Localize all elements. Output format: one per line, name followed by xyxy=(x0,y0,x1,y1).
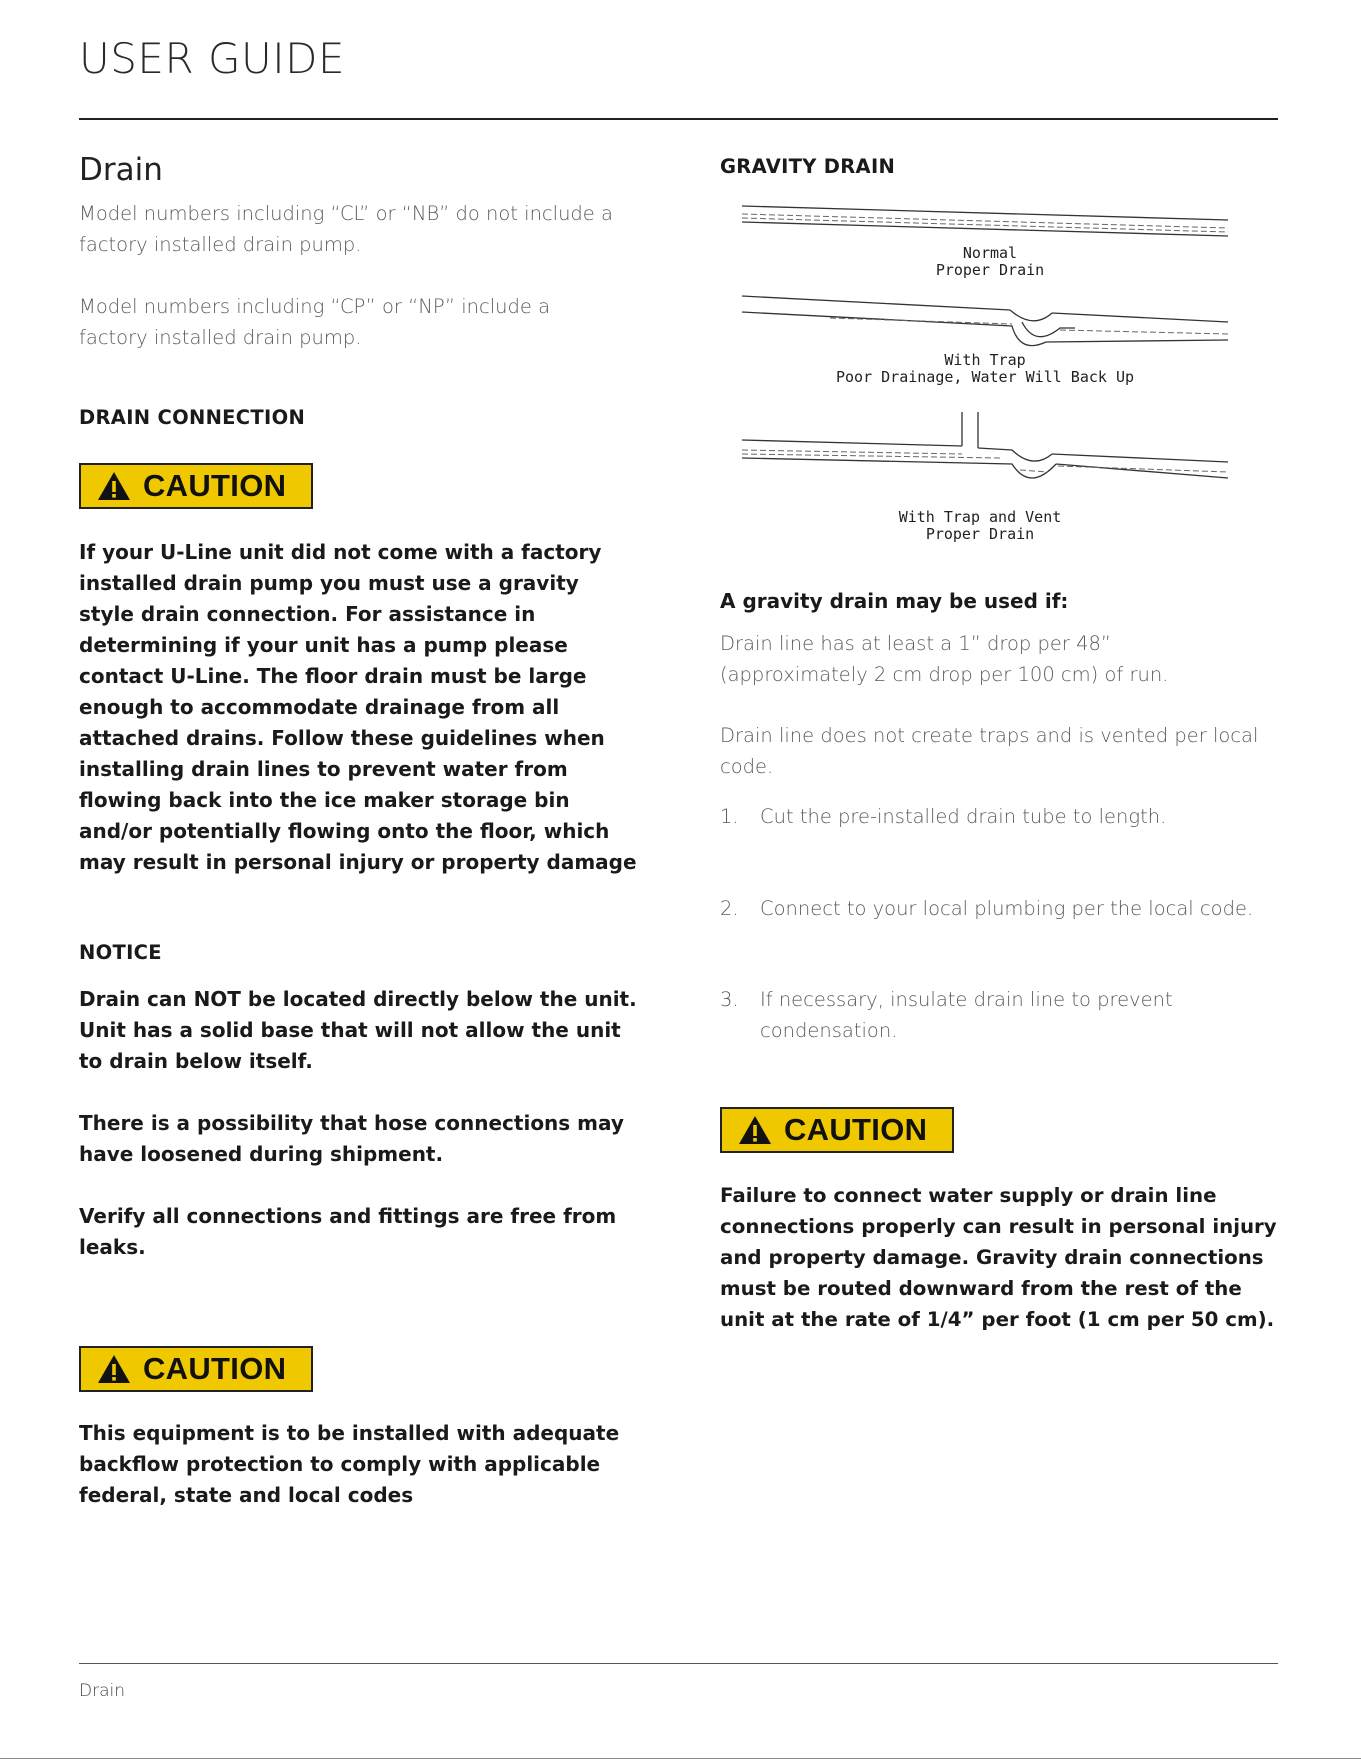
caution-label: CAUTION xyxy=(784,1112,928,1147)
footer-rule xyxy=(79,1663,1278,1664)
step-text: Connect to your local plumbing per the local code. xyxy=(760,897,1254,920)
figure-label-trap-vent xyxy=(840,509,1120,543)
notice-paragraph-1: Drain can NOT be located directly below the unit. Unit has a solid base that will not allow the unit to drain below itself. xyxy=(79,987,637,1073)
caution-badge-1 xyxy=(79,463,313,509)
caution-label: CAUTION xyxy=(143,468,287,503)
warning-triangle-icon xyxy=(738,1115,772,1145)
caution-label: CAUTION xyxy=(143,1351,287,1386)
notice-paragraph-3: Verify all connections and fittings are free from leaks. xyxy=(79,1204,617,1259)
gravity-drain-figure xyxy=(730,200,1240,550)
figure-label-line: Proper Drain xyxy=(925,525,1035,543)
step-number: 2. xyxy=(720,897,739,920)
figure-label-line: Poor Drainage, Water Will Back Up xyxy=(835,368,1134,386)
step-2 xyxy=(720,893,1260,924)
step-number: 1. xyxy=(720,805,739,828)
warning-triangle-icon xyxy=(97,1354,131,1384)
caution-badge-3 xyxy=(720,1107,954,1153)
notice-paragraph-2: There is a possibility that hose connections may have loosened during shipment. xyxy=(79,1111,624,1166)
drain-connection-heading: DRAIN CONNECTION xyxy=(79,406,306,429)
caution-1-text: If your U-Line unit did not come with a factory installed drain pump you must use a gravity style drain connection. For assistance in determining if your unit has a pump please contact U-Line. The floor drain must be large enough to accommodate drainage from all attached drains. Follow these guidelines when installing drain lines to prevent water from flowing back into the ice maker storage bin and/or potentially flowing onto the floor, which may result in personal injury or property damage xyxy=(79,540,637,874)
header-rule xyxy=(79,118,1278,120)
section-title: Drain xyxy=(79,152,163,188)
condition-2: Drain line does not create traps and is vented per local code. xyxy=(720,724,1259,778)
step-text: If necessary, insulate drain line to prevent condensation. xyxy=(760,988,1173,1042)
footer-text: Drain xyxy=(79,1681,125,1701)
gravity-drain-heading: GRAVITY DRAIN xyxy=(720,155,896,178)
notice-heading: NOTICE xyxy=(79,941,162,964)
warning-triangle-icon xyxy=(97,471,131,501)
page-header-title: USER GUIDE xyxy=(79,34,346,83)
figure-label-line: With Trap xyxy=(944,351,1026,369)
step-text: Cut the pre-installed drain tube to length. xyxy=(760,805,1167,828)
figure-label-line: Normal xyxy=(962,244,1018,262)
condition-1: Drain line has at least a 1” drop per 48” (approximately 2 cm drop per 100 cm) of run. xyxy=(720,632,1169,686)
intro-paragraph-2: Model numbers including “CP” or “NP” include a factory installed drain pump. xyxy=(79,295,551,349)
figure-label-line: With Trap and Vent xyxy=(898,508,1062,526)
figure-label-line: Proper Drain xyxy=(935,261,1045,279)
intro-paragraph-1: Model numbers including “CL” or “NB” do not include a factory installed drain pump. xyxy=(79,202,613,256)
caution-2-text: This equipment is to be installed with adequate backflow protection to comply with applicable federal, state and local codes xyxy=(79,1421,620,1507)
caution-badge-2 xyxy=(79,1346,313,1392)
caution-3-text: Failure to connect water supply or drain line connections properly can result in personal injury and property damage. Gravity drain connections must be routed downward from the rest of the unit at the rate of 1/4” per foot (1 cm per 50 cm). xyxy=(720,1184,1277,1331)
step-3 xyxy=(720,984,1180,1046)
may-be-used-heading: A gravity drain may be used if: xyxy=(720,589,1069,613)
step-1 xyxy=(720,801,1260,832)
step-number: 3. xyxy=(720,988,739,1011)
figure-label-trap xyxy=(790,352,1180,386)
page-edge-line xyxy=(0,1758,1361,1759)
figure-label-normal xyxy=(870,245,1110,279)
